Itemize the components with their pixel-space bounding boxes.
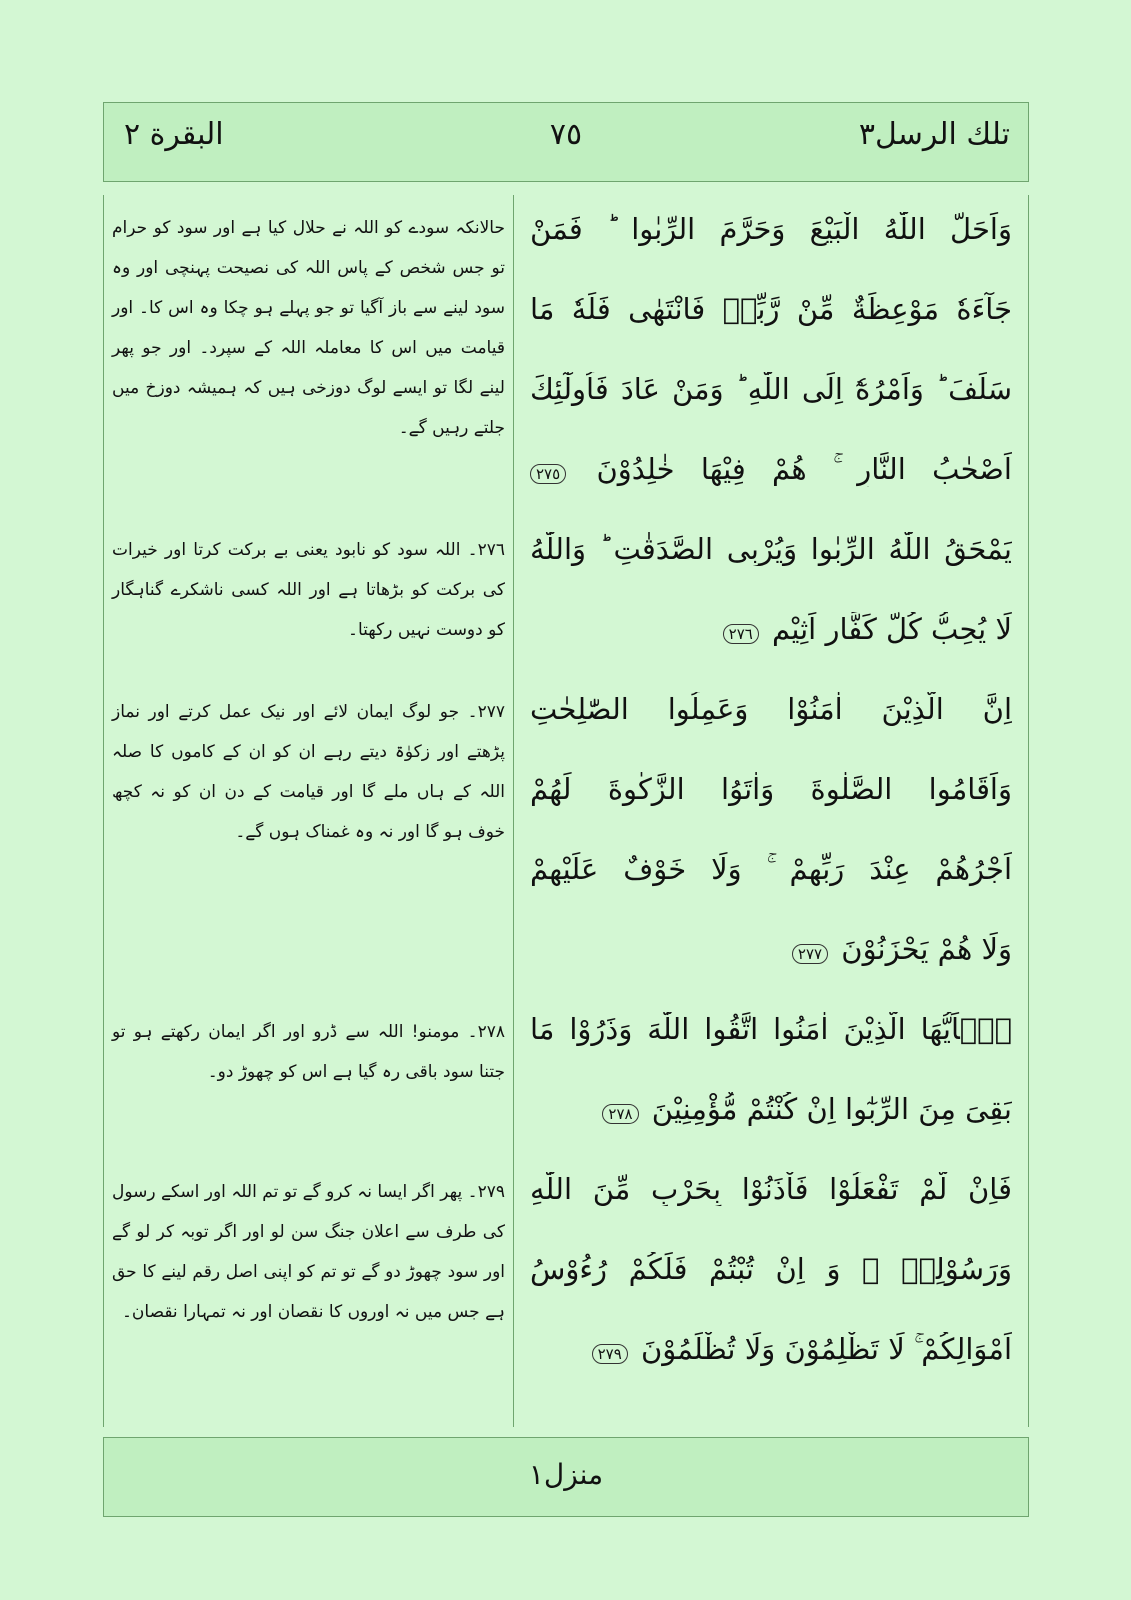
ayah-line: وَاَقَامُوا الصَّلٰوةَ وَاٰتَوُا الزَّكٰوةَ لَهُمْ [530, 772, 1012, 806]
ayah-text: لَا يُحِبُّ كُلَّ كَفَّارٍ اَثِيْمٍ [772, 612, 1012, 646]
translation-note: ٢٧٨۔ مومنو! اللہ سے ڈرو اور اگر ایمان رکھتے ہو تو جتنا سود باقی رہ گیا ہے اس کو چھوڑ دو۔ [112, 1022, 505, 1082]
ayah-line: سَلَفَ ؕ وَاَمْرُهٗٓ اِلَى اللّٰهِ ؕ وَمَنْ عَادَ فَاُولٰٓئِكَ [530, 372, 1012, 406]
ayah-line [530, 612, 1012, 646]
ayah-line: فَاِنْ لَّمْ تَفْعَلُوْا فَاْذَنُوْا بِحَرْبٍ مِّنَ اللّٰهِ [530, 1172, 1012, 1206]
page-footer [103, 1437, 1029, 1517]
ayah-number-marker: ٢٧٥ [530, 464, 566, 484]
translation-note: ٢٧٦۔ اللہ سود کو نابود یعنی بے برکت کرتا اور خیرات کی برکت کو بڑھاتا ہے اور اللہ کسی ناشکرے گناہگار کو دوست نہیں رکھتا۔ [112, 540, 505, 640]
ayah-text: بَقِىَ مِنَ الرِّبٰٓوا اِنْ كُنْتُمْ مُّؤْمِنِيْنَ [651, 1092, 1012, 1126]
ayah-line: وَرَسُوْلِهٖ ۚ وَ اِنْ تُبْتُمْ فَلَكُمْ رُءُوْسُ [530, 1252, 1012, 1286]
ayah-line: جَآءَهٗ مَوْعِظَةٌ مِّنْ رَّبِّهٖ فَانْتَهٰى فَلَهٗ مَا [530, 292, 1012, 326]
ayah-number-marker: ٢٧٩ [592, 1344, 628, 1364]
manzil-label: منزل١ [528, 1458, 604, 1491]
ayah-line [530, 1092, 1012, 1126]
translation-note: ٢٧٧۔ جو لوگ ایمان لائے اور نیک عمل کرتے اور نماز پڑھتے اور زکوٰۃ دیتے رہے ان کو ان کے کاموں کا صلہ اللہ کے ہاں ملے گا اور قیامت کے دن ان کو نہ کچھ خوف ہو گا اور نہ وہ غمناک ہوں گے۔ [112, 702, 505, 842]
translation-note: ٢٧٩۔ پھر اگر ایسا نہ کرو گے تو تم اللہ اور اسکے رسول کی طرف سے اعلان جنگ سن لو اور اگر توبہ کر لو گے اور سود چھوڑ دو گے تو تم کو اپنی اصل رقم لینے کا حق ہے جس میں نہ اوروں کا نقصان اور نہ تمہارا نقصان۔ [112, 1182, 505, 1322]
ayah-number-marker: ٢٧٧ [792, 944, 828, 964]
ayah-line: وَاَحَلَّ اللّٰهُ الْبَيْعَ وَحَرَّمَ الرِّبٰوا ؕ فَمَنْ [530, 212, 1012, 246]
ayah-text: اَمْوَالِكُمْ ۚ لَا تَظْلِمُوْنَ وَلَا تُظْلَمُوْنَ [641, 1332, 1012, 1366]
ayah-number-marker: ٢٧٦ [723, 624, 759, 644]
page-header [103, 102, 1029, 182]
ayah-line: يَمْحَقُ اللّٰهُ الرِّبٰوا وَيُرْبِى الصَّدَقٰتِ ؕ وَاللّٰهُ [530, 532, 1012, 566]
surah-part-title: تلك الرسل٣ [858, 117, 1010, 152]
ayah-number-marker: ٢٧٨ [602, 1104, 638, 1124]
ayah-line: اِنَّ الَّذِيْنَ اٰمَنُوْا وَعَمِلُوا الصّٰلِحٰتِ [530, 692, 1012, 726]
ayah-text: اَصْحٰبُ النَّارِ ۚ هُمْ فِيْهَا خٰلِدُوْنَ [596, 452, 1012, 486]
ayah-line: يٰۤاَيُّهَا الَّذِيْنَ اٰمَنُوا اتَّقُوا اللّٰهَ وَذَرُوْا مَا [530, 1012, 1012, 1046]
translation-note: حالانکہ سودے کو اللہ نے حلال کیا ہے اور سود کو حرام تو جس شخص کے پاس اللہ کی نصیحت پہنچی اور وہ سود لینے سے باز آگیا تو جو پہلے ہو چکا وہ اس کا۔ اور قیامت میں اس کا معاملہ اللہ کے سپرد۔ اور جو پھر لینے لگا تو ایسے لوگ دوزخی ہیں کہ ہمیشہ دوزخ میں جلتے رہیں گے۔ [112, 218, 505, 438]
ayah-line [530, 452, 1012, 487]
column-divider [513, 195, 514, 1427]
page-number: ٧٥ [549, 117, 583, 152]
ayah-line: اَجْرُهُمْ عِنْدَ رَبِّهِمْ ۚ وَلَا خَوْفٌ عَلَيْهِمْ [530, 852, 1012, 886]
ayah-line [530, 1332, 1012, 1367]
ayah-line [530, 932, 1012, 966]
surah-name: البقرة ٢ [124, 117, 224, 152]
ayah-text: وَلَا هُمْ يَحْزَنُوْنَ [841, 932, 1012, 966]
